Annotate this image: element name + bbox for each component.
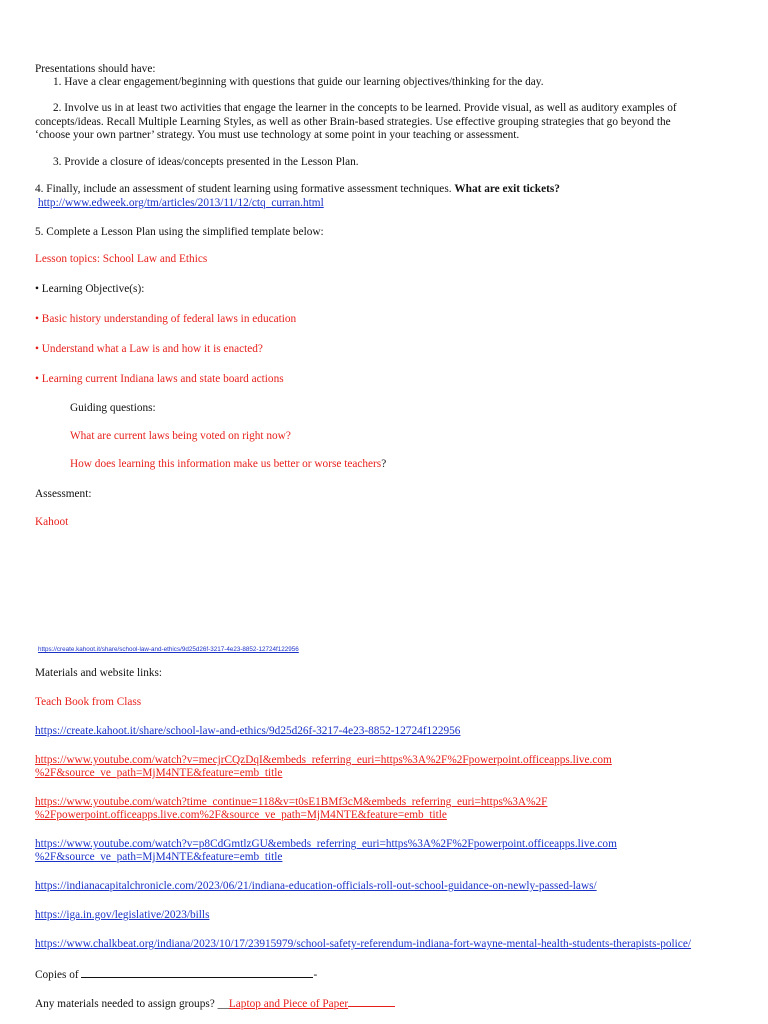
copies-label: Copies of: [35, 969, 82, 981]
youtube-link-1[interactable]: https://www.youtube.com/watch?v=mecjrCQzDqI&embeds_referring_euri=https%3A%2F%2Fpowerpoint.officeapps.live.com: [35, 754, 612, 766]
lesson-topics: Lesson topics: School Law and Ethics: [35, 253, 208, 265]
chalkbeat-link[interactable]: https://www.chalkbeat.org/indiana/2023/10/17/23915979/school-safety-referendum-indiana-fort-wayne-mental-health-students-therapists-police/: [35, 938, 691, 950]
groups-line: [35, 996, 395, 1011]
copies-end: -: [313, 969, 318, 981]
copies-line: [35, 967, 317, 982]
item-4-text: 4. Finally, include an assessment of student learning using formative assessment techniques.: [35, 183, 455, 195]
copies-blank: [81, 967, 313, 978]
guiding-question: How does learning this information make us better or worse teachers?: [70, 458, 387, 470]
youtube-link-3-cont[interactable]: %2F&source_ve_path=MjM4NTE&feature=emb_title: [35, 851, 283, 863]
item-2-line-1: 2. Involve us in at least two activities that engage the learner in the concepts to be learned. Provide visual, as well as auditory examples of: [53, 102, 677, 114]
groups-value: Laptop and Piece of Paper: [228, 998, 349, 1010]
iga-link[interactable]: https://iga.in.gov/legislative/2023/bills: [35, 909, 210, 921]
learning-objectives-label: • Learning Objective(s):: [35, 283, 145, 295]
assessment-value: Kahoot: [35, 516, 69, 528]
assessment-label: Assessment:: [35, 488, 92, 500]
groups-label: Any materials needed to assign groups? __: [35, 998, 229, 1010]
item-2-line-2: concepts/ideas. Recall Multiple Learning Styles, as well as other Brain-based strategies. Use effective grouping strategies that go beyond the: [35, 116, 671, 128]
teach-book: Teach Book from Class: [35, 696, 142, 708]
edweek-link[interactable]: http://www.edweek.org/tm/articles/2013/11/12/ctq_curran.html: [38, 197, 324, 209]
guiding-questions-label: Guiding questions:: [70, 402, 156, 414]
exit-tickets-question: What are exit tickets?: [454, 183, 560, 195]
materials-label: Materials and website links:: [35, 667, 163, 679]
item-1: 1. Have a clear engagement/beginning with questions that guide our learning objectives/thinking for the day.: [53, 76, 544, 88]
youtube-link-2-cont[interactable]: %2Fpowerpoint.officeapps.live.com%2F&source_ve_path=MjM4NTE&feature=emb_title: [35, 809, 447, 821]
groups-blank: [348, 996, 395, 1007]
item-2-line-3: ‘choose your own partner’ strategy. You must use technology at some point in your teaching or assessment.: [35, 129, 520, 141]
chronicle-link[interactable]: https://indianacapitalchronicle.com/2023/06/21/indiana-education-officials-roll-out-school-guidance-on-newly-passed-laws/: [35, 880, 597, 892]
objective-item: • Learning current Indiana laws and state board actions: [35, 373, 284, 385]
objective-item: • Understand what a Law is and how it is enacted?: [35, 343, 263, 355]
intro-text: Presentations should have:: [35, 63, 156, 75]
item-4: [35, 183, 560, 196]
kahoot-link[interactable]: https://create.kahoot.it/share/school-law-and-ethics/9d25d26f-3217-4e23-8852-12724f122956: [35, 725, 461, 737]
item-3: 3. Provide a closure of ideas/concepts presented in the Lesson Plan.: [53, 156, 359, 168]
objective-item: • Basic history understanding of federal laws in education: [35, 313, 297, 325]
youtube-link-3[interactable]: https://www.youtube.com/watch?v=p8CdGmtlzGU&embeds_referring_euri=https%3A%2F%2Fpowerpoint.officeapps.live.com: [35, 838, 617, 850]
item-5: 5. Complete a Lesson Plan using the simplified template below:: [35, 226, 324, 238]
youtube-link-1-cont[interactable]: %2F&source_ve_path=MjM4NTE&feature=emb_title: [35, 767, 283, 779]
kahoot-small-link[interactable]: https://create.kahoot.it/share/school-law-and-ethics/9d25d26f-3217-4e23-8852-12724f122956: [38, 646, 299, 653]
youtube-link-2[interactable]: https://www.youtube.com/watch?time_continue=118&v=t0sE1BMf3cM&embeds_referring_euri=https%3A%2F: [35, 796, 548, 808]
guiding-question: What are current laws being voted on right now?: [70, 430, 291, 442]
